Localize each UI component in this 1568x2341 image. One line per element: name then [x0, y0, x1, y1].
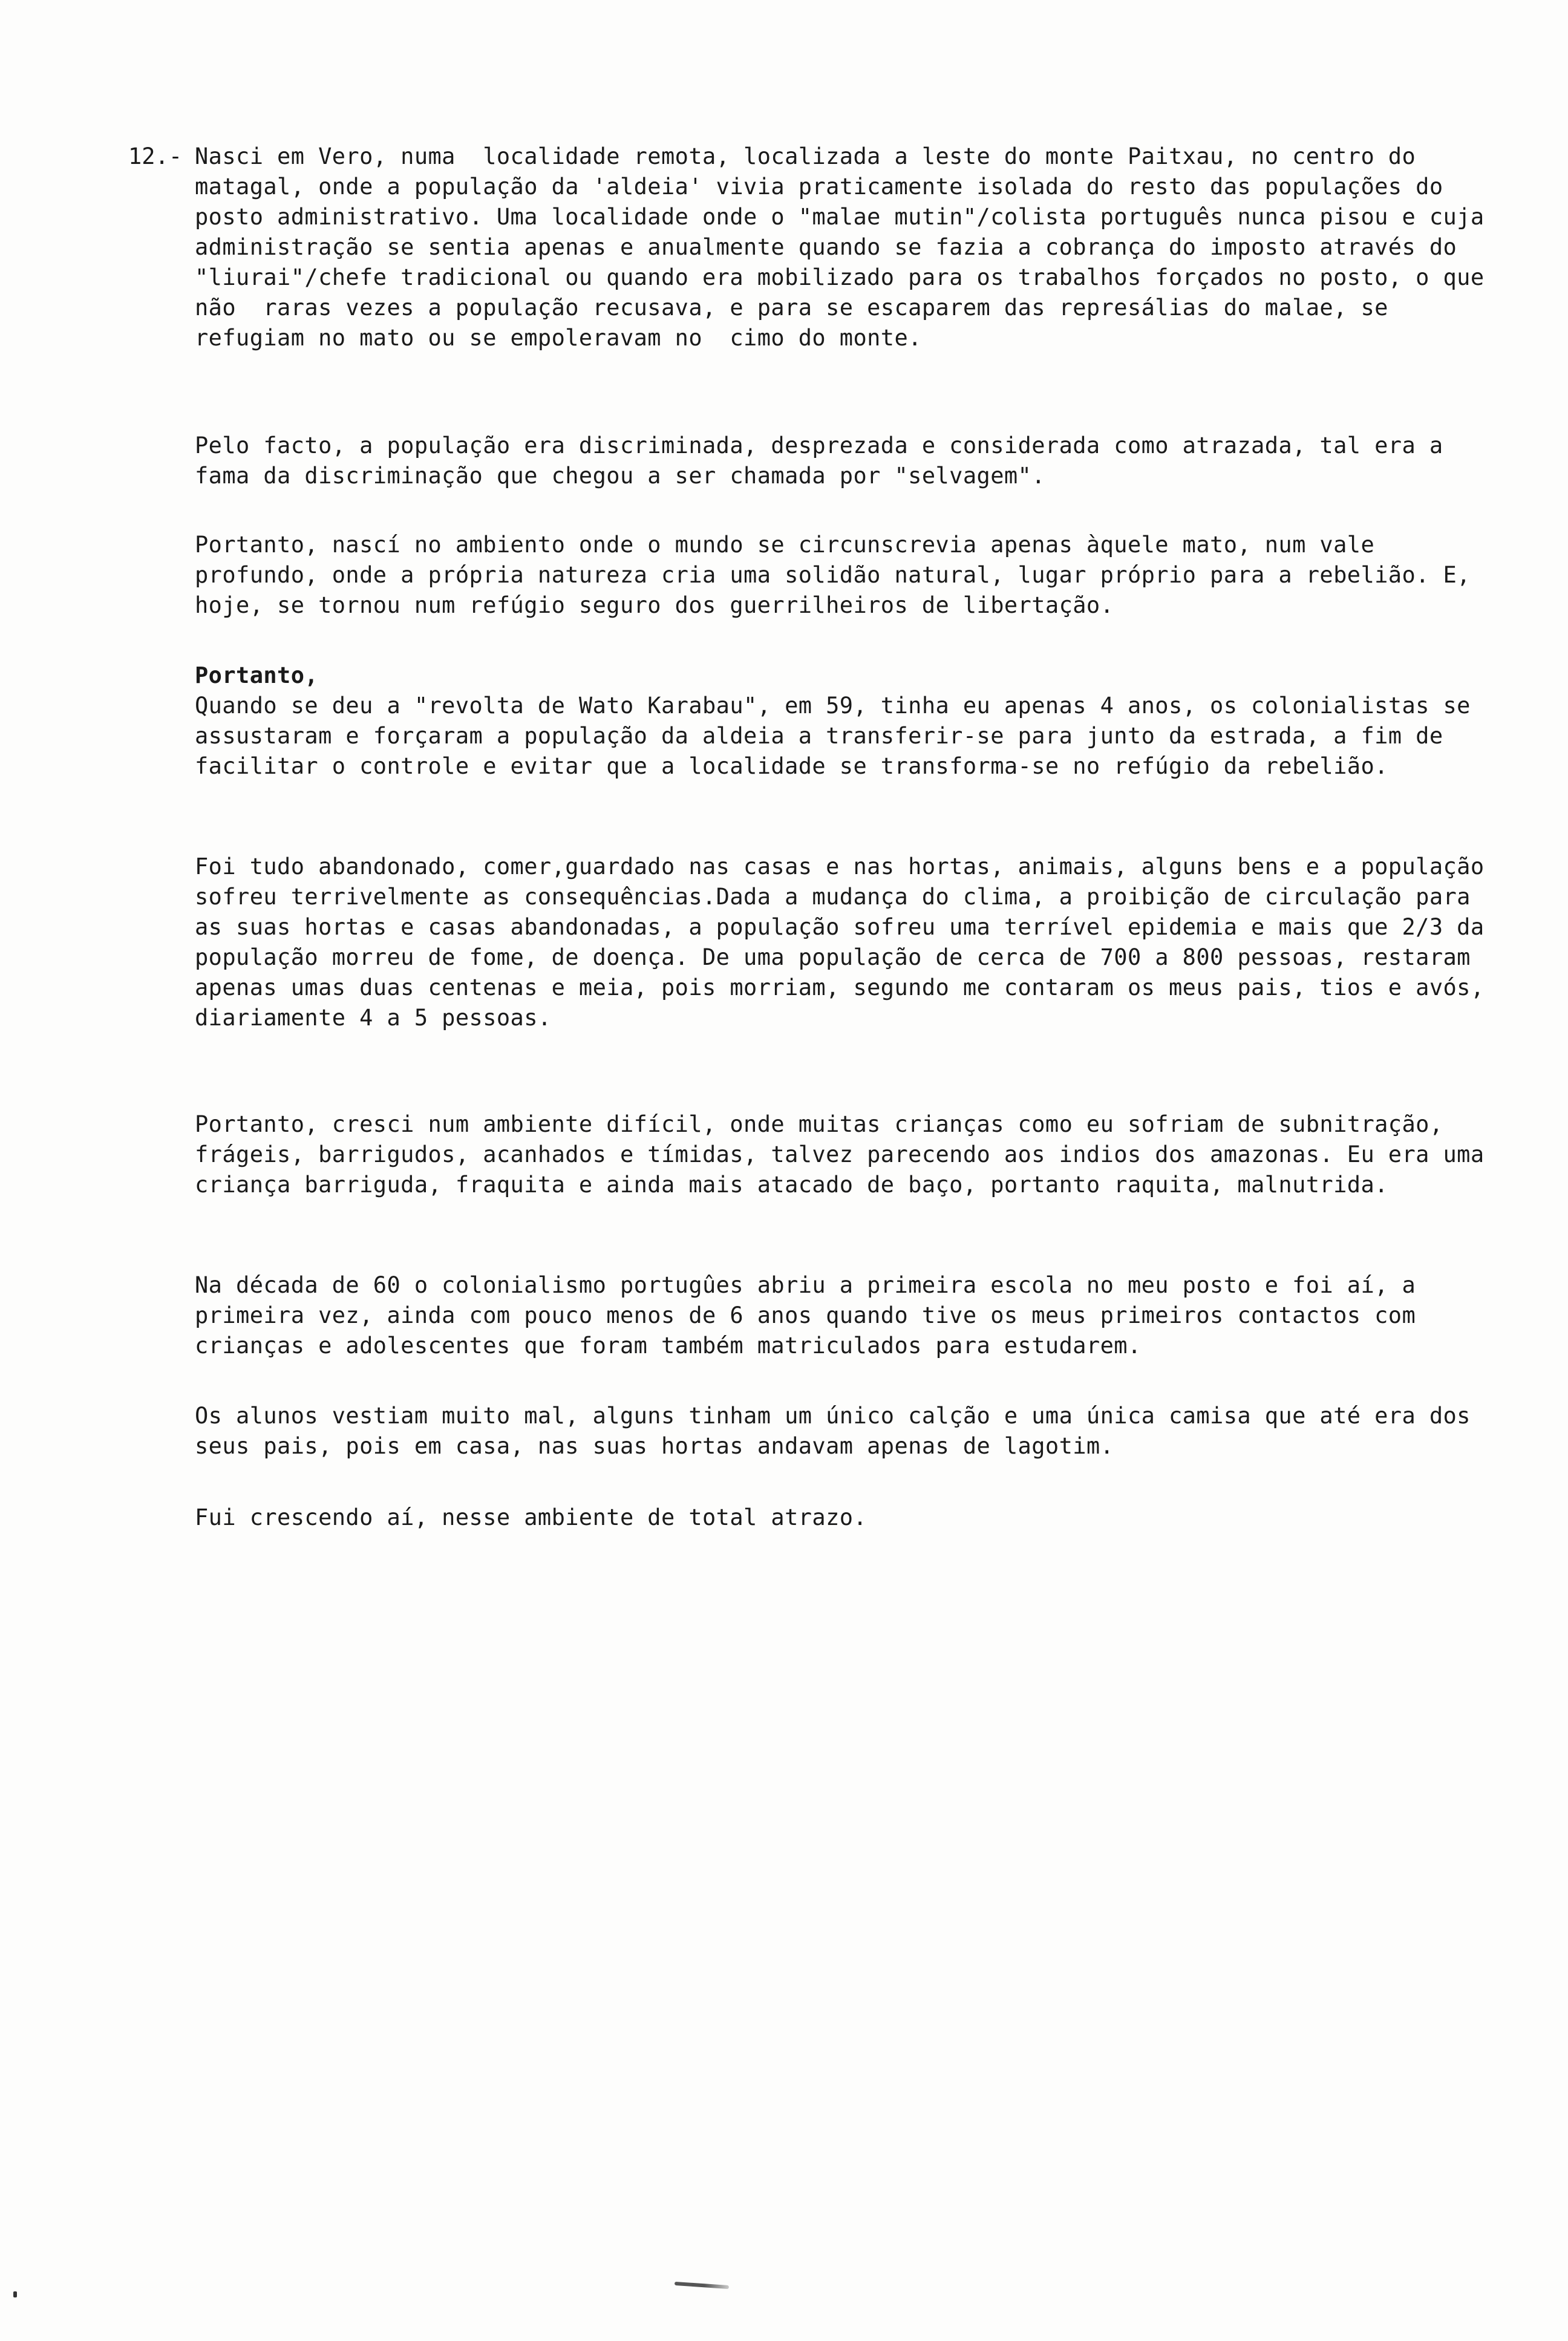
paragraph-5: Foi tudo abandonado, comer,guardado nas casas e nas hortas, animais, alguns bens e a população sofreu terrivelmente as consequências.Dada a mudança do clima, a proibição de circulação para as suas hortas e casas abandonadas, a população sofreu uma terrível epidemia e mais que 2/3 da população morreu de fome, de doença. De uma população de cerca de 700 a 800 pessoas, restaram apenas umas duas centenas e meia, pois morriam, segundo me contaram os meus pais, tios e avós, diariamente 4 a 5 pessoas.: [195, 854, 1498, 1031]
paragraph-7: Na década de 60 o colonialismo portugûes abriu a primeira escola no meu posto e foi aí, a primeira vez, ainda com pouco menos de 6 anos quando tive os meus primeiros contactos com crianças e adolescentes que foram também matriculados para estudarem.: [195, 1272, 1429, 1359]
paragraph-9: Fui crescendo aí, nesse ambiente de total atrazo.: [195, 1504, 867, 1530]
paragraph-heading: Portanto,: [195, 662, 319, 688]
paragraph-4: Quando se deu a "revolta de Wato Karabau", em 59, tinha eu apenas 4 anos, os colonialistas se assustaram e forçaram a população da aldeia a transferir-se para junto da estrada, a fim de facilitar o controle e evitar que a localidade se transforma-se no refúgio da rebelião.: [195, 693, 1485, 779]
paragraph-6: Portanto, cresci num ambiente difícil, onde muitas crianças como eu sofriam de subnitração, frágeis, barrigudos, acanhados e tímidas, talvez parecendo aos indios dos amazonas. Eu era uma criança barriguda, fraquita e ainda mais atacado de baço, portanto raquita, malnutrida.: [195, 1111, 1498, 1198]
paragraph-8: Os alunos vestiam muito mal, alguns tinham um único calção e uma única camisa que até era dos seus pais, pois em casa, nas suas hortas andavam apenas de lagotim.: [195, 1403, 1485, 1459]
scan-mark-bottom: [675, 2282, 729, 2289]
item-number: 12.-: [128, 143, 183, 169]
paragraph-2: Pelo facto, a população era discriminada, desprezada e considerada como atrazada, tal era a fama da discriminação que chegou a ser chamada por "selvagem".: [195, 433, 1457, 489]
paragraph-1: Nasci em Vero, numa localidade remota, localizada a leste do monte Paitxau, no centro do matagal, onde a população da 'aldeia' vivia praticamente isolada do resto das populações do posto administrativo. Uma localidade onde o "malae mutin"/colista português nunca pisou e cuja administração se sentia apenas e anualmente quando se fazia a cobrança do imposto através do "liurai"/chefe tradicional ou quando era mobilizado para os trabalhos forçados no posto, o que não raras vezes a população recusava, e para se escaparem das represálias do malae, se refugiam no mato ou se empoleravam no cimo do monte.: [195, 143, 1498, 351]
paragraph-3: Portanto, nascí no ambiento onde o mundo se circunscrevia apenas àquele mato, num vale profundo, onde a própria natureza cria uma solidão natural, lugar próprio para a rebelião. E, hoje, se tornou num refúgio seguro dos guerrilheiros de libertação.: [195, 532, 1485, 618]
scan-mark-left: [13, 2291, 17, 2297]
